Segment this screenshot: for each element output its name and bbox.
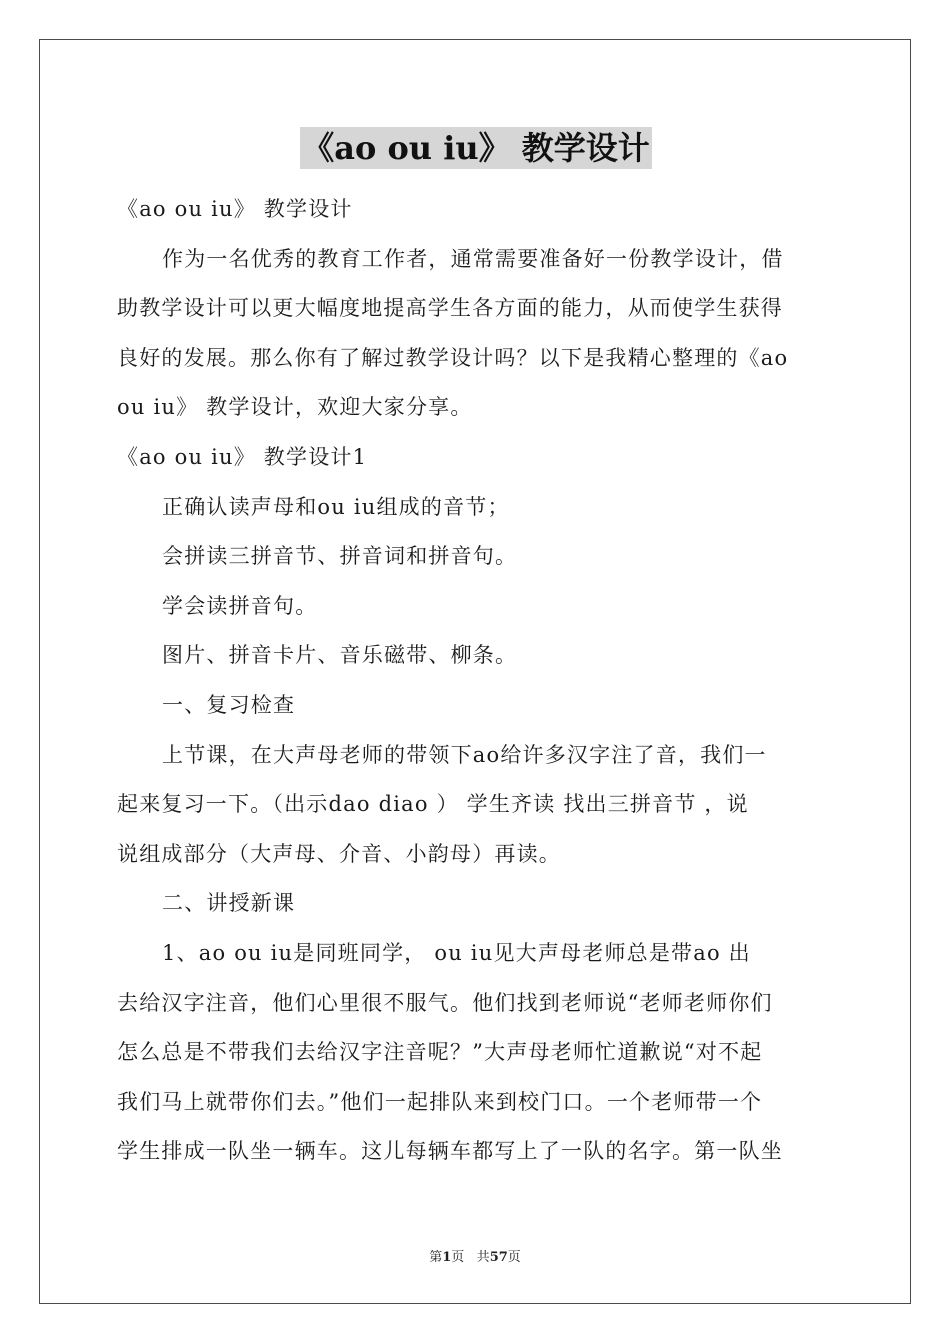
footer-prefix: 第	[429, 1250, 443, 1265]
paragraph-line: 作为一名优秀的教育工作者，通常需要准备好一份教学设计，借	[162, 246, 784, 271]
paragraph-line: 我们马上就带你们去。”他们一起排队来到校门口。一个老师带一个	[117, 1089, 763, 1114]
section-heading: 一、复习检查	[162, 692, 296, 717]
paragraph-line: 图片、拼音卡片、音乐磁带、柳条。	[162, 643, 518, 668]
paragraph-line: 1、ao ou iu是同班同学， ou iu见大声母老师总是带ao 出	[162, 940, 751, 965]
paragraph-line: 助教学设计可以更大幅度地提高学生各方面的能力，从而使学生获得	[117, 296, 783, 321]
paragraph-line: 学会读拼音句。	[162, 593, 318, 618]
page-footer	[0, 1246, 950, 1265]
footer-total-suffix: 页	[507, 1250, 521, 1265]
page-title: 《ao ou iu》 教学设计	[302, 129, 650, 167]
paragraph-line: 会拼读三拼音节、拼音词和拼音句。	[162, 544, 518, 569]
paragraph-line: 正确认读声母和ou iu组成的音节；	[162, 494, 510, 519]
paragraph-line: 去给汉字注音，他们心里很不服气。他们找到老师说“老师老师你们	[117, 990, 773, 1015]
section-heading: 《ao ou iu》 教学设计1	[117, 444, 368, 469]
paragraph-line: 说组成部分（大声母、介音、小韵母）再读。	[117, 841, 561, 866]
title-container	[117, 127, 835, 171]
paragraph-line: 起来复习一下。（出示dao diao ） 学生齐读 找出三拼音节 ，说	[117, 792, 749, 817]
heading-line: 《ao ou iu》 教学设计	[117, 197, 353, 221]
footer-current-page: 1	[442, 1250, 452, 1265]
footer-total-pages: 57	[489, 1250, 508, 1265]
footer-total-prefix: 共	[476, 1250, 490, 1265]
paragraph-line: 学生排成一队坐一辆车。这儿每辆车都写上了一队的名字。第一队坐	[117, 1139, 783, 1164]
footer-page-word: 页	[451, 1250, 465, 1265]
document-body	[117, 127, 835, 1177]
paragraph-line: 良好的发展。那么你有了解过教学设计吗？以下是我精心整理的《ao	[117, 345, 789, 370]
paragraph-line: 上节课，在大声母老师的带领下ao给许多汉字注了音，我们一	[162, 742, 767, 767]
paragraph-line: ou iu》 教学设计，欢迎大家分享。	[117, 395, 473, 420]
section-heading: 二、讲授新课	[162, 891, 296, 916]
paragraph-line: 怎么总是不带我们去给汉字注音呢？”大声母老师忙道歉说“对不起	[117, 1040, 763, 1065]
